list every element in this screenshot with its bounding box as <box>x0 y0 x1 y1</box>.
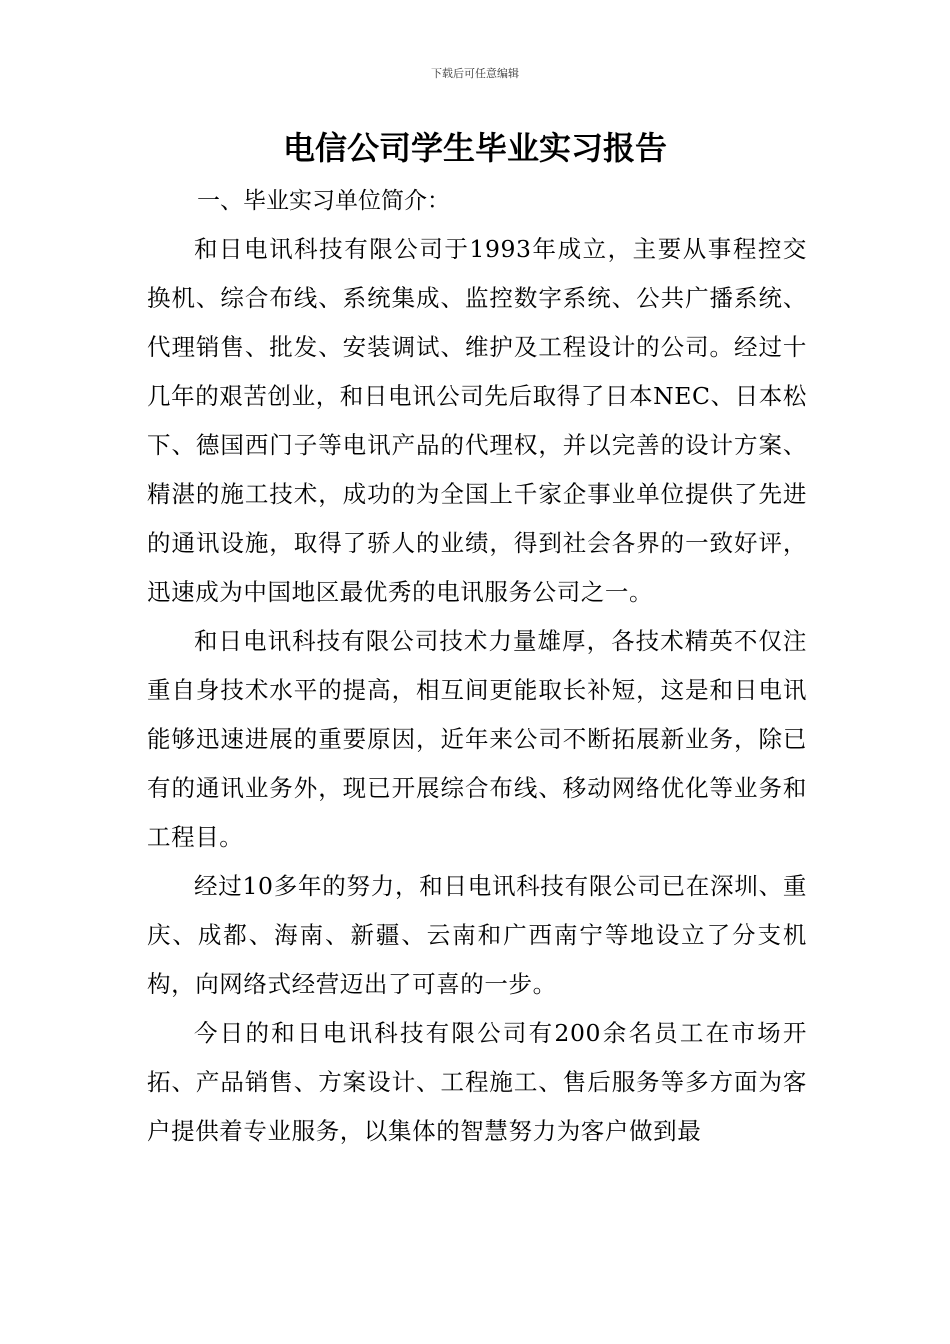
section-heading: 一、毕业实习单位简介： <box>197 188 450 214</box>
header-note: 下载后可任意编辑 <box>431 67 519 80</box>
paragraph: 和日电讯科技有限公司技术力量雄厚，各技术精英不仅注重自身技术水平的提高，相互间更能取长补短，这是和日电讯能够迅速进展的重要原因，近年来公司不断拓展新业务，除已有的通讯业务外，现已开展综合布线、移动网络优化等业务和工程目。 <box>147 627 807 851</box>
document-title: 电信公司学生毕业实习报告 <box>282 129 667 167</box>
paragraph: 经过10多年的努力，和日电讯科技有限公司已在深圳、重庆、成都、海南、新疆、云南和广西南宁等地设立了分支机构，向网络式经营迈出了可喜的一步。 <box>147 872 807 998</box>
paragraph: 和日电讯科技有限公司于1993年成立，主要从事程控交换机、综合布线、系统集成、监控数字系统、公共广播系统、代理销售、批发、安装调试、维护及工程设计的公司。经过十几年的艰苦创业，和日电讯公司先后取得了日本NEC、日本松下、德国西门子等电讯产品的代理权，并以完善的设计方案、精湛的施工技术，成功的为全国上千家企事业单位提供了先进的通讯设施，取得了骄人的业绩，得到社会各界的一致好评，迅速成为中国地区最优秀的电讯服务公司之一。 <box>147 235 807 606</box>
body-text <box>147 225 807 1156</box>
paragraph: 今日的和日电讯科技有限公司有200余名员工在市场开拓、产品销售、方案设计、工程施工、售后服务等多方面为客户提供着专业服务，以集体的智慧努力为客户做到最 <box>147 1019 807 1145</box>
